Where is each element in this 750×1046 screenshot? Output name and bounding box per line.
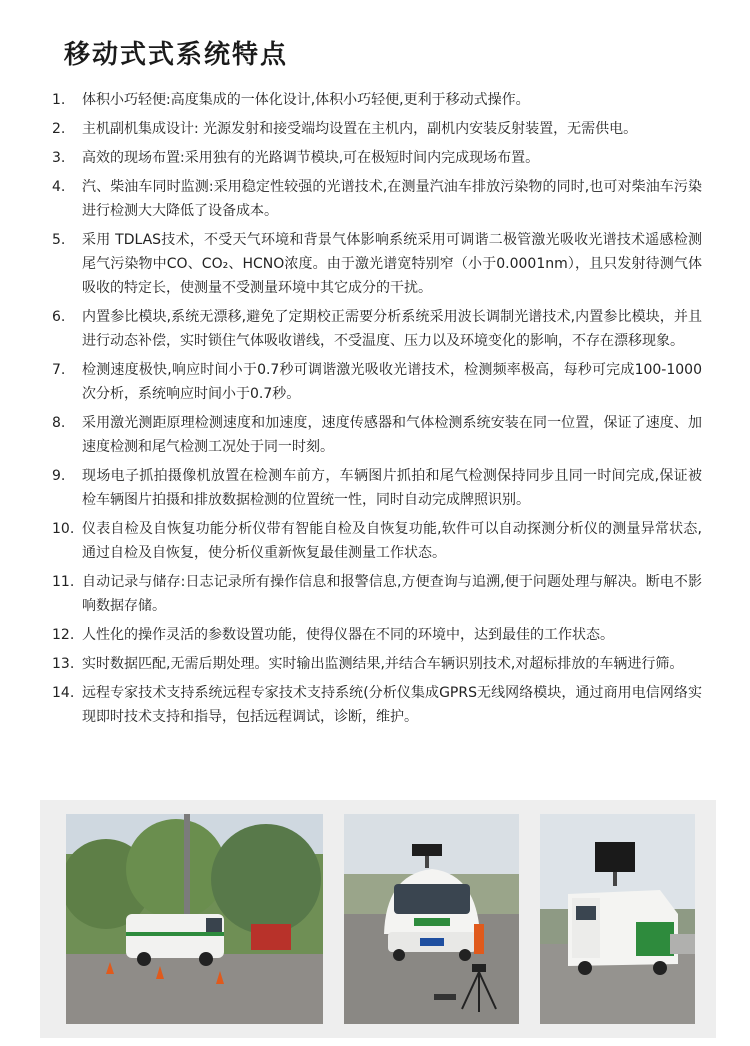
feature-item <box>52 228 702 300</box>
feature-text: 采用激光测距原理检测速度和加速度，速度传感器和气体检测系统安装在同一位置，保证了速度、加速度检测和尾气检测工况处于同一时刻。 <box>82 415 702 455</box>
feature-text: 实时数据匹配,无需后期处理。实时输出监测结果,并结合车辆识别技术,对超标排放的车辆进行筛。 <box>82 656 684 672</box>
feature-number: 4. <box>52 179 66 195</box>
feature-number: 2. <box>52 121 66 137</box>
feature-number: 8. <box>52 415 66 431</box>
feature-text: 内置参比模块,系统无漂移,避免了定期校正需要分析系统采用波长调制光谱技术,内置参比模块，并且进行动态补偿，实时锁住气体吸收谱线，不受温度、压力以及环境变化的影响，不存在漂移现象。 <box>82 309 702 349</box>
feature-item <box>52 464 702 512</box>
feature-item <box>52 681 702 729</box>
feature-item <box>52 411 702 459</box>
feature-list <box>52 88 702 734</box>
photo-van-front <box>344 814 519 1024</box>
feature-number: 11. <box>52 574 75 590</box>
feature-text: 远程专家技术支持系统远程专家技术支持系统(分析仪集成GPRS无线网络模块，通过商用电信网络实现即时技术支持和指导，包括远程调试，诊断，维护。 <box>82 685 702 725</box>
feature-number: 13. <box>52 656 75 672</box>
feature-item <box>52 623 702 647</box>
feature-text: 汽、柴油车同时监测:采用稳定性较强的光谱技术,在测量汽油车排放污染物的同时,也可对柴油车污染进行检测大大降低了设备成本。 <box>82 179 702 219</box>
feature-text: 人性化的操作灵活的参数设置功能，使得仪器在不同的环境中，达到最佳的工作状态。 <box>82 627 614 643</box>
feature-text: 高效的现场布置:采用独有的光路调节模块,可在极短时间内完成现场布置。 <box>82 150 540 166</box>
feature-item <box>52 517 702 565</box>
feature-item <box>52 146 702 170</box>
feature-item <box>52 652 702 676</box>
feature-item <box>52 305 702 353</box>
feature-item <box>52 117 702 141</box>
feature-number: 5. <box>52 232 66 248</box>
feature-text: 现场电子抓拍摄像机放置在检测车前方，车辆图片抓拍和尾气检测保持同步且同一时间完成,保证被检车辆图片拍摄和排放数据检测的位置统一性，同时自动完成牌照识别。 <box>82 468 702 508</box>
feature-text: 自动记录与储存:日志记录所有操作信息和报警信息,方便查询与追溯,便于问题处理与解决。断电不影响数据存储。 <box>82 574 702 614</box>
feature-number: 3. <box>52 150 66 166</box>
feature-number: 12. <box>52 627 75 643</box>
feature-text: 体积小巧轻便:高度集成的一体化设计,体积小巧轻便,更利于移动式操作。 <box>82 92 530 108</box>
feature-text: 检测速度极快,响应时间小于0.7秒可调谐激光吸收光谱技术，检测频率极高，每秒可完成100-1000次分析，系统响应时间小于0.7秒。 <box>82 362 702 402</box>
feature-item <box>52 175 702 223</box>
feature-item <box>52 570 702 618</box>
photo-roadside-van <box>66 814 323 1024</box>
photo-van-rear <box>540 814 695 1024</box>
feature-text: 主机副机集成设计: 光源发射和接受端均设置在主机内，副机内安装反射装置，无需供电。 <box>82 121 638 137</box>
page-title: 移动式式系统特点 <box>64 40 289 70</box>
photo-gallery <box>40 800 716 1038</box>
feature-number: 10. <box>52 521 75 537</box>
feature-item <box>52 358 702 406</box>
feature-number: 1. <box>52 92 66 108</box>
feature-text: 仪表自检及自恢复功能分析仪带有智能自检及自恢复功能,软件可以自动探测分析仪的测量异常状态,通过自检及自恢复，使分析仪重新恢复最佳测量工作状态。 <box>82 521 702 561</box>
feature-number: 14. <box>52 685 75 701</box>
feature-number: 7. <box>52 362 66 378</box>
feature-number: 6. <box>52 309 66 325</box>
feature-number: 9. <box>52 468 66 484</box>
feature-item <box>52 88 702 112</box>
feature-text: 采用 TDLAS技术，不受天气环境和背景气体影响系统采用可调谐二极管激光吸收光谱技术遥感检测尾气污染物中CO、CO₂、HCNO浓度。由于激光谱宽特别窄（小于0.0001nm），且只发射待测气体吸收的特定长，使测量不受测量环境中其它成分的干扰。 <box>82 232 702 296</box>
